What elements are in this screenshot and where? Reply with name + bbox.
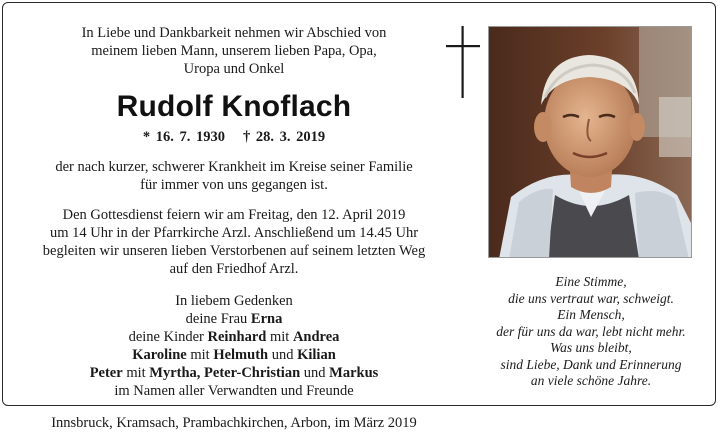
cross-icon bbox=[446, 26, 480, 98]
mourner-child-2: Karoline mit Helmuth und Kilian bbox=[132, 347, 336, 363]
announcement-line: für immer von uns gegangen ist. bbox=[140, 177, 328, 193]
announcement-line: der nach kurzer, schwerer Krankheit im Kreise seiner Familie bbox=[55, 159, 413, 175]
service-line: Den Gottesdienst feiern wir am Freitag, den 12. April 2019 bbox=[62, 207, 406, 223]
portrait-photo-drawing bbox=[489, 27, 692, 258]
quote-line: sind Liebe, Dank und Erinnerung bbox=[500, 356, 682, 372]
intro-text bbox=[20, 24, 448, 78]
portrait-photo bbox=[488, 26, 692, 258]
deceased-name: Rudolf Knoflach bbox=[116, 90, 352, 123]
service-line: begleiten wir unseren lieben Verstorbenen auf seinem letzten Weg bbox=[42, 243, 426, 259]
death-date: † 28. 3. 2019 bbox=[243, 129, 326, 145]
quote-line: der für uns da war, lebt nicht mehr. bbox=[496, 323, 686, 339]
mourners-list bbox=[20, 292, 448, 400]
service-line: auf den Friedhof Arzl. bbox=[169, 261, 299, 277]
life-dates bbox=[20, 128, 448, 146]
death-announcement bbox=[20, 158, 448, 194]
mourner-child-1: deine Kinder Reinhard mit Andrea bbox=[128, 329, 340, 345]
intro-line: meinem lieben Mann, unserem lieben Papa, Opa, bbox=[91, 43, 377, 59]
birth-date: * 16. 7. 1930 bbox=[142, 129, 225, 145]
closing-place-date: Innsbruck, Kramsach, Prambachkirchen, Arbon, im März 2019 bbox=[51, 415, 417, 431]
service-details bbox=[20, 206, 448, 278]
mourner-child-3: Peter mit Myrtha, Peter-Christian und Markus bbox=[89, 365, 379, 381]
mourners-others: im Namen aller Verwandten und Freunde bbox=[114, 383, 354, 399]
quote-line: die uns vertraut war, schweigt. bbox=[508, 290, 674, 306]
mourners-heading: In liebem Gedenken bbox=[175, 293, 293, 309]
mourner-wife: deine Frau Erna bbox=[185, 311, 283, 327]
quote-line: Ein Mensch, bbox=[557, 307, 625, 322]
intro-line: In Liebe und Dankbarkeit nehmen wir Abschied von bbox=[81, 25, 387, 41]
service-line: um 14 Uhr in der Pfarrkirche Arzl. Anschließend um 14.45 Uhr bbox=[49, 225, 419, 241]
quote-line: Was uns bleibt, bbox=[550, 340, 632, 355]
quote-line: an viele schöne Jahre. bbox=[530, 373, 652, 388]
quote-line: Eine Stimme, bbox=[555, 274, 627, 289]
memorial-quote bbox=[476, 274, 706, 390]
main-text-column bbox=[20, 24, 448, 432]
intro-line: Uropa und Onkel bbox=[183, 61, 285, 77]
